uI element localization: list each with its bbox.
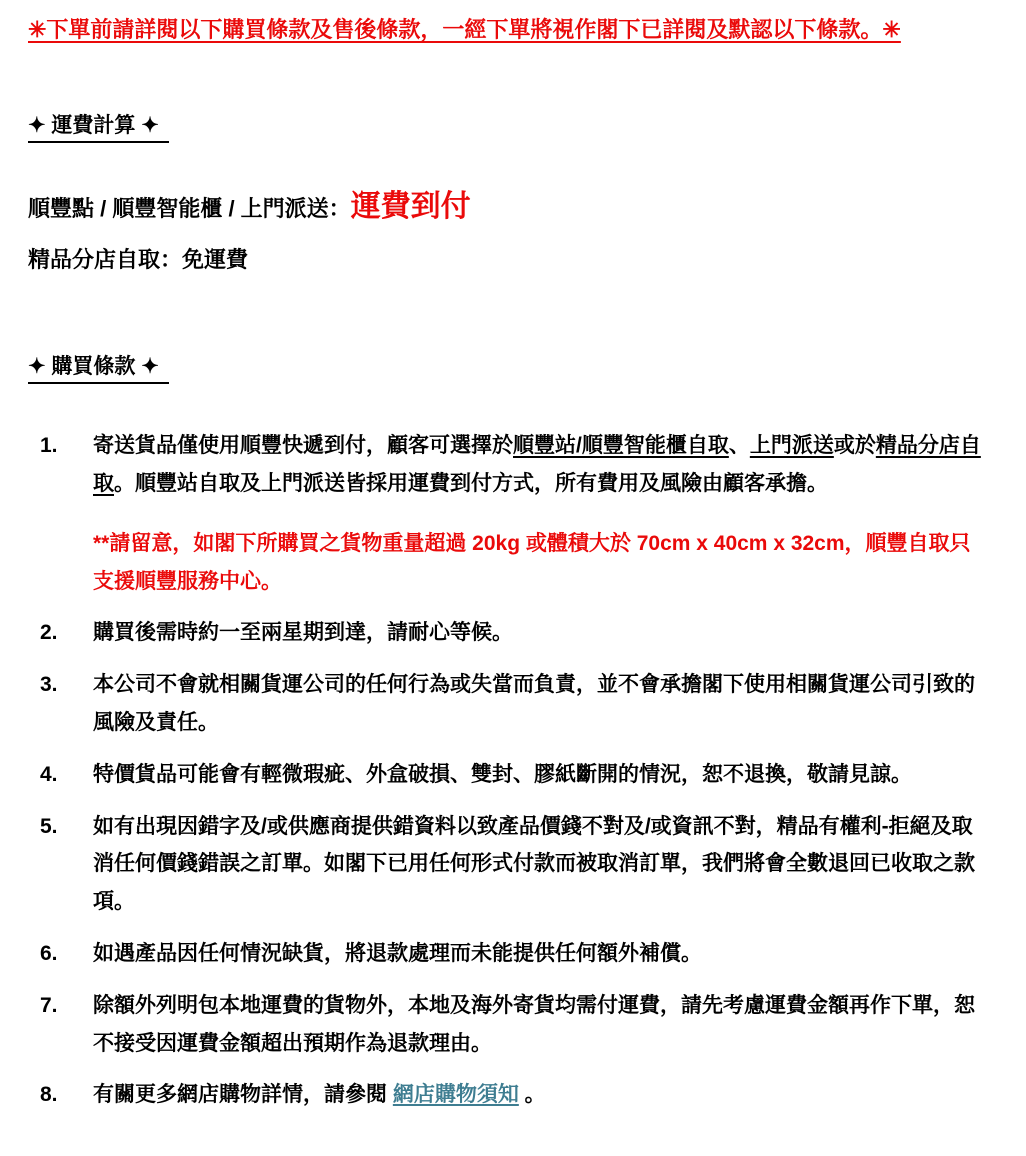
text-segment: 購買後需時約一至兩星期到達，請耐心等候。 — [93, 621, 513, 645]
purchase-terms-heading: ✦ 購買條款 ✦ — [28, 354, 169, 384]
item-number: 7. — [40, 993, 58, 1017]
underlined-text-segment: 順豐站/順豐智能櫃自取 — [513, 434, 729, 458]
text-segment: 如遇產品因任何情況缺貨，將退款處理而未能提供任何額外補償。 — [93, 941, 702, 965]
item-text — [93, 935, 990, 973]
shipping-section — [28, 96, 990, 161]
item-text — [93, 614, 990, 652]
terms-list-item — [40, 987, 990, 1063]
item-text — [93, 756, 990, 794]
item-warning-note: **請留意，如閣下所購買之貨物重量超過 20kg 或體積大於 70cm x 40cm x 32cm，順豐自取只支援順豐服務中心。 — [93, 531, 971, 593]
terms-list — [28, 427, 990, 1114]
shipping-methods-label: 順豐點 / 順豐智能櫃 / 上門派送： — [28, 195, 351, 221]
item-number: 1. — [40, 434, 58, 458]
terms-list-item — [40, 666, 990, 742]
text-segment: 如有出現因錯字及/或供應商提供錯資料以致產品價錢不對及/或資訊不對，精品有權利-拒絕及取消任何價錢錯誤之訂單。如閣下已用任何形式付款而被取消訂單，我們將會全數退回已收取之款項。 — [93, 814, 975, 914]
item-text — [93, 666, 990, 742]
text-segment: 寄送貨品僅使用順豐快遞到付，顧客可選擇於 — [93, 434, 513, 458]
terms-list-item — [40, 808, 990, 921]
item-number: 5. — [40, 814, 58, 838]
text-segment: 特價貨品可能會有輕微瑕疵、外盒破損、雙封、膠紙斷開的情況，恕不退換，敬請見諒。 — [93, 762, 912, 786]
text-segment: 有關更多網店購物詳情，請參閱 — [93, 1083, 393, 1107]
text-segment: 除額外列明包本地運費的貨物外，本地及海外寄貨均需付運費，請先考慮運費金額再作下單，恕不接受因運費金額超出預期作為退款理由。 — [93, 993, 975, 1055]
text-segment: 或於 — [833, 434, 876, 458]
text-segment: 本公司不會就相關貨運公司的任何行為或失當而負責，並不會承擔閣下使用相關貨運公司引致的風險及責任。 — [93, 673, 975, 734]
purchase-terms-section — [28, 336, 990, 401]
underlined-text-segment: 上門派送 — [749, 434, 834, 458]
item-text — [93, 427, 990, 600]
terms-list-item — [40, 427, 990, 600]
store-shopping-guide-link[interactable]: 網店購物須知 — [392, 1083, 519, 1107]
terms-list-item — [40, 614, 990, 652]
item-text — [93, 808, 990, 921]
text-segment: 、 — [728, 434, 750, 458]
terms-list-item — [40, 935, 990, 973]
text-segment: 。順豐站自取及上門派送皆採用運費到付方式，所有費用及風險由顧客承擔。 — [114, 471, 828, 495]
item-text — [93, 987, 990, 1063]
item-number: 8. — [40, 1083, 58, 1107]
terms-list-item — [40, 1076, 990, 1114]
text-segment: 。 — [518, 1083, 546, 1107]
store-pickup-line: 精品分店自取：免運費 — [28, 246, 249, 272]
freight-collect-value: 運費到付 — [350, 189, 471, 223]
item-number: 2. — [40, 621, 58, 645]
item-number: 6. — [40, 941, 58, 965]
underlined-text-segment: 精品分店自取 — [93, 434, 981, 495]
shipping-methods-line — [28, 187, 990, 226]
item-number: 3. — [40, 673, 58, 697]
top-notice: ✳下單前請詳閱以下購買條款及售後條款，一經下單將視作閣下已詳閱及默認以下條款。✳ — [28, 17, 901, 42]
item-text — [93, 1076, 990, 1114]
item-number: 4. — [40, 762, 58, 786]
terms-list-item — [40, 756, 990, 794]
shipping-section-heading: ✦ 運費計算 ✦ — [28, 113, 169, 143]
